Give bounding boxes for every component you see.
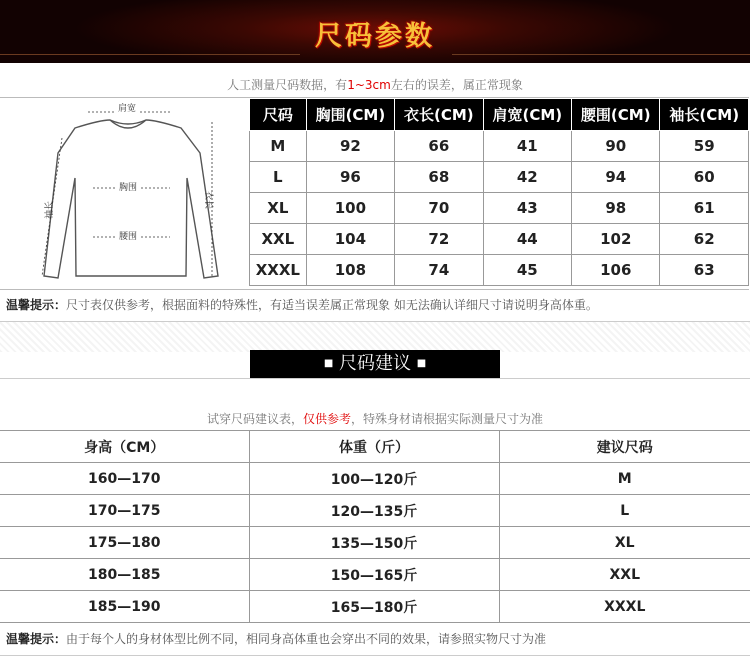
table-row	[0, 495, 750, 527]
measure-note-post: 左右的误差，属正常现象	[390, 78, 523, 92]
table-cell: 185—190	[0, 591, 249, 623]
table-cell: 62	[660, 224, 749, 255]
suggest-table-header	[0, 431, 750, 463]
shirt-outline	[44, 120, 218, 278]
suggest-note	[0, 410, 750, 427]
shirt-diagram	[0, 98, 250, 287]
table-cell: 135—150斤	[249, 527, 499, 559]
measure-note	[0, 76, 750, 93]
table-cell: 104	[306, 224, 394, 255]
table-cell: 92	[306, 131, 394, 162]
section-title	[250, 350, 500, 378]
table-cell: 60	[660, 162, 749, 193]
shoulder-label: 肩宽	[117, 104, 137, 114]
table-cell: 70	[395, 193, 483, 224]
table-cell: 59	[660, 131, 749, 162]
col-header: 袖长(CM)	[660, 99, 749, 131]
suggest-note-post: ，特殊身材请根据实际测量尺寸为准	[351, 412, 544, 426]
table-cell: XXL	[499, 559, 750, 591]
table-cell: 72	[395, 224, 483, 255]
table-cell: 94	[572, 162, 660, 193]
table-row	[0, 527, 750, 559]
page-title: 尺码参数	[315, 21, 435, 52]
tip-size	[6, 296, 598, 313]
col-header: 尺码	[250, 99, 307, 131]
hatched-divider	[0, 322, 750, 352]
tip-suggest	[6, 630, 546, 647]
table-cell: L	[250, 162, 307, 193]
table-cell: 63	[660, 255, 749, 286]
table-cell: XXXL	[499, 591, 750, 623]
table-cell: 120—135斤	[249, 495, 499, 527]
col-header: 建议尺码	[499, 431, 750, 463]
table-cell: 45	[483, 255, 571, 286]
table-cell: 66	[395, 131, 483, 162]
tip-suggest-label: 温馨提示：	[6, 632, 67, 646]
table-row	[250, 131, 749, 162]
table-row	[250, 224, 749, 255]
table-cell: 41	[483, 131, 571, 162]
col-header: 身高（CM）	[0, 431, 249, 463]
length-label: 衣长	[203, 190, 213, 210]
measure-note-highlight: 1~3cm	[347, 78, 391, 92]
table-cell: XL	[250, 193, 307, 224]
table-cell: M	[499, 463, 750, 495]
tip-suggest-text: 由于每个人的身材体型比例不同，相同身高体重也会穿出不同的效果，请参照实物尺寸为准	[66, 632, 547, 646]
table-cell: 100—120斤	[249, 463, 499, 495]
banner-rule-left	[0, 54, 300, 55]
table-cell: 160—170	[0, 463, 249, 495]
col-header: 腰围(CM)	[572, 99, 660, 131]
table-row	[250, 162, 749, 193]
waist-label: 腰围	[118, 232, 138, 242]
table-row	[0, 591, 750, 623]
suggest-note-pre: 试穿尺码建议表，	[206, 412, 303, 426]
banner-rule-right	[452, 54, 750, 55]
table-cell: 108	[306, 255, 394, 286]
table-cell: 165—180斤	[249, 591, 499, 623]
size-table	[249, 98, 749, 286]
chest-label: 胸围	[118, 183, 138, 193]
col-header: 体重（斤）	[249, 431, 499, 463]
table-cell: 42	[483, 162, 571, 193]
table-cell: M	[250, 131, 307, 162]
table-cell: 175—180	[0, 527, 249, 559]
table-row	[250, 193, 749, 224]
bullet-icon: ■	[416, 358, 427, 369]
table-cell: XL	[499, 527, 750, 559]
table-cell: 68	[395, 162, 483, 193]
table-cell: 102	[572, 224, 660, 255]
table-cell: 90	[572, 131, 660, 162]
section-title-text: 尺码建议	[339, 353, 411, 374]
table-cell: 43	[483, 193, 571, 224]
table-cell: 100	[306, 193, 394, 224]
col-header: 衣长(CM)	[395, 99, 483, 131]
col-header: 胸围(CM)	[306, 99, 394, 131]
table-row	[250, 255, 749, 286]
header-banner	[0, 0, 750, 63]
table-cell: 44	[483, 224, 571, 255]
table-row	[0, 559, 750, 591]
measure-note-pre: 人工测量尺码数据，有	[227, 78, 348, 92]
table-cell: 74	[395, 255, 483, 286]
bullet-icon: ■	[323, 358, 334, 369]
table-cell: 170—175	[0, 495, 249, 527]
table-row	[0, 463, 750, 495]
table-cell: XXXL	[250, 255, 307, 286]
sleeve-label: 袖长	[45, 200, 55, 220]
table-cell: L	[499, 495, 750, 527]
tip-size-label: 温馨提示：	[6, 298, 67, 312]
table-cell: XXL	[250, 224, 307, 255]
suggest-table	[0, 430, 750, 623]
size-table-header	[250, 99, 749, 131]
table-cell: 106	[572, 255, 660, 286]
tip-size-text: 尺寸表仅供参考，根据面料的特殊性，有适当误差属正常现象 如无法确认详细尺寸请说明身高体重。	[66, 298, 598, 312]
table-cell: 96	[306, 162, 394, 193]
table-cell: 98	[572, 193, 660, 224]
section-rule	[0, 378, 750, 379]
table-cell: 180—185	[0, 559, 249, 591]
suggest-note-highlight: 仅供参考	[302, 412, 351, 426]
table-cell: 150—165斤	[249, 559, 499, 591]
table-cell: 61	[660, 193, 749, 224]
col-header: 肩宽(CM)	[483, 99, 571, 131]
bottom-divider	[0, 655, 750, 656]
